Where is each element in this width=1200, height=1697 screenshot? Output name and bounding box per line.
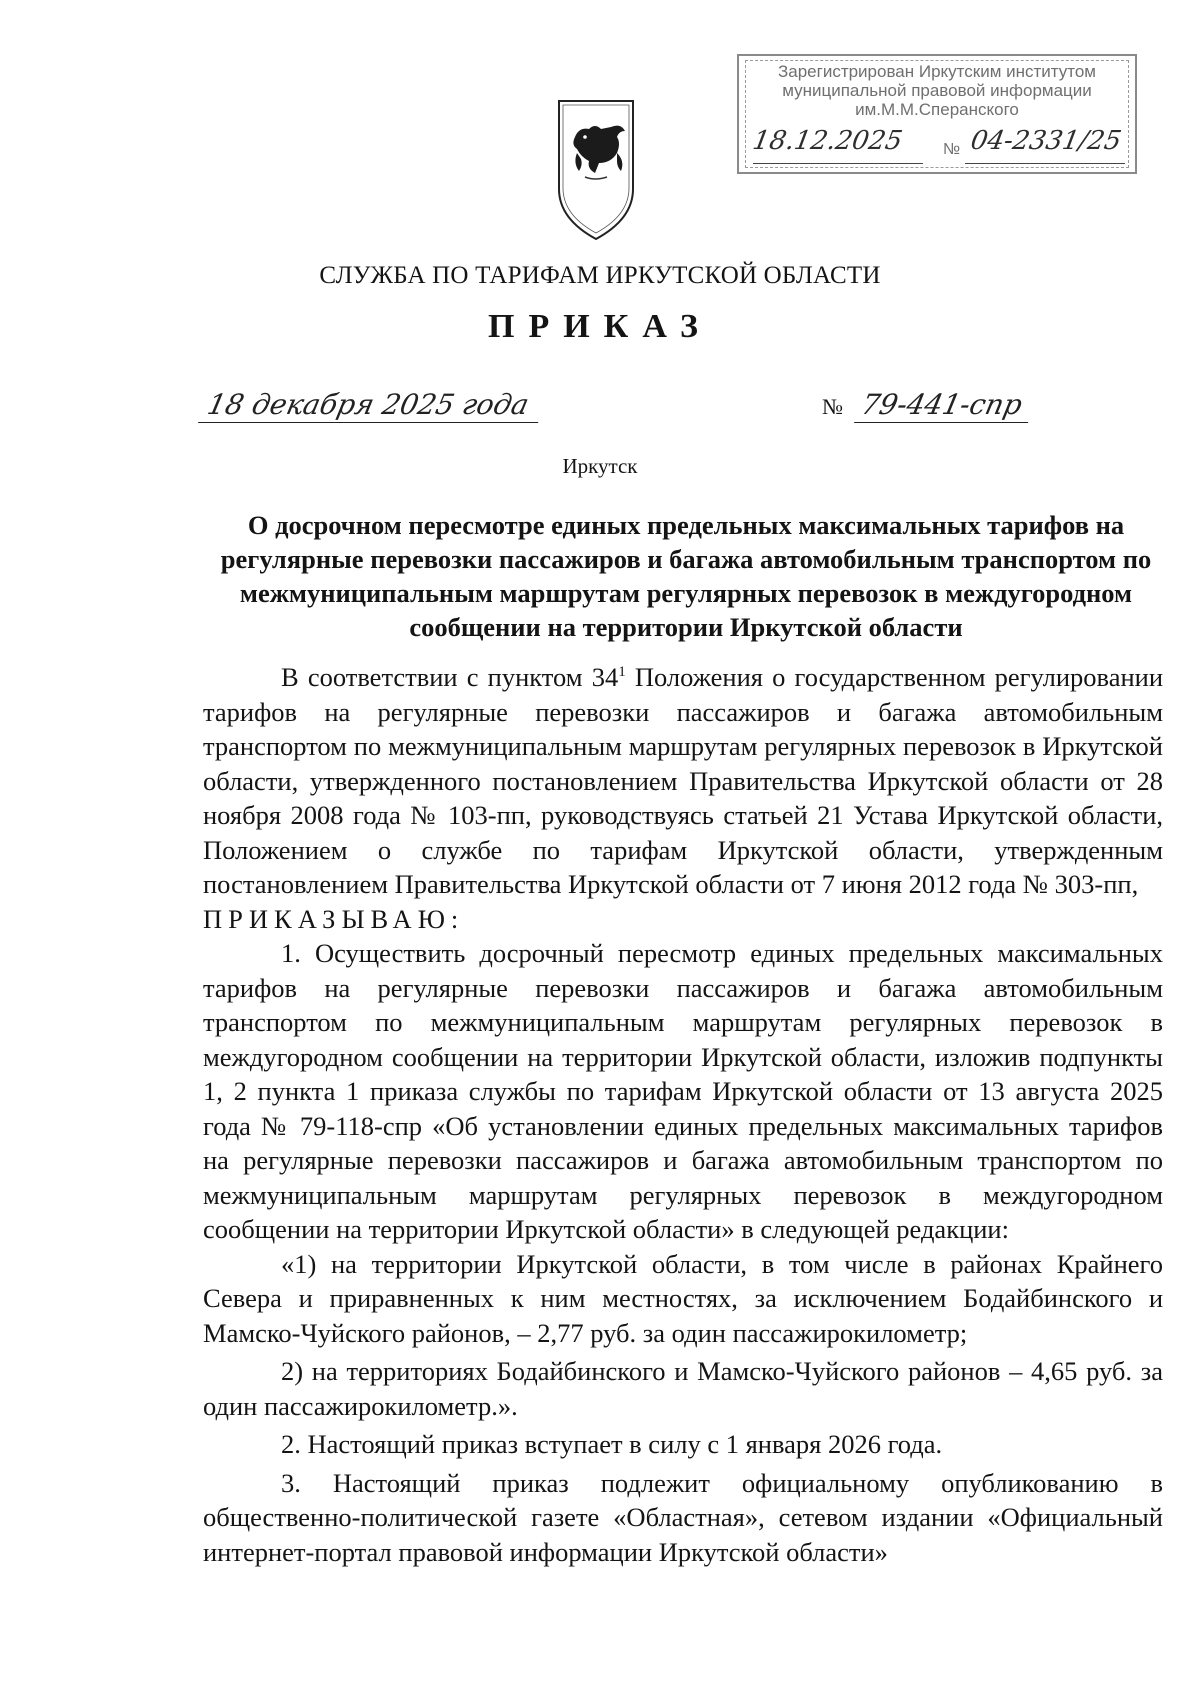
preamble-paragraph xyxy=(203,660,1163,902)
document-title: ПРИКАЗ xyxy=(488,308,712,345)
subitem-1-paragraph: «1) на территории Иркутской области, в том числе в районах Крайнего Севера и приравненных к ним местностях, за исключением Бодайбинского и Мамско-Чуйского районов, – 2,77 руб. за один пассажирокилометр; xyxy=(203,1248,1163,1348)
agency-name: СЛУЖБА ПО ТАРИФАМ ИРКУТСКОЙ ОБЛАСТИ xyxy=(319,262,881,289)
order-number-handwritten xyxy=(858,388,1025,421)
order-date-text: 18 декабря 2025 года xyxy=(204,388,532,421)
stamp-date-underline xyxy=(753,163,923,164)
item-3-paragraph: 3. Настоящий приказ подлежит официальному опубликованию в общественно-политической газете «Областная», сетевом издании «Официальный интернет-портал правовой информации Иркутской области» xyxy=(203,1467,1163,1567)
city-name: Иркутск xyxy=(562,454,638,478)
registration-stamp xyxy=(737,54,1137,174)
order-number-text: 79-441-спр xyxy=(858,388,1026,421)
preamble-start: В соответствии с пунктом 34 xyxy=(281,662,619,692)
item-2-paragraph: 2. Настоящий приказ вступает в силу с 1 января 2026 года. xyxy=(281,1429,943,1459)
order-heading: О досрочном пересмотре единых предельных максимальных тарифов на регулярные перевозки пассажиров и багажа автомобильным транспортом по межмуниципальным маршрутам регулярных перевозок в междугородном сообщении на территории Иркутской области xyxy=(220,510,1152,642)
stamp-date-handwritten: 18.12.2025 xyxy=(750,126,905,156)
item-1-paragraph: 1. Осуществить досрочный пересмотр единых предельных максимальных тарифов на регулярные перевозки пассажиров и багажа автомобильным транспортом по межмуниципальным маршрутам регулярных перевозок в междугородном сообщении на территории Иркутской области, изложив подпункты 1, 2 пункта 1 приказа службы по тарифам Иркутской области от 13 августа 2025 года № 79-118-спр «Об установлении единых предельных максимальных тарифов на регулярные перевозки пассажиров и багажа автомобильным транспортом по межмуниципальным маршрутам регулярных перевозок в междугородном сообщении на территории Иркутской области» в следующей редакции: xyxy=(203,938,1163,1244)
order-date-underline xyxy=(198,422,539,423)
stamp-number-underline xyxy=(965,163,1125,164)
order-date-handwritten xyxy=(204,388,531,421)
preamble-superscript: 1 xyxy=(618,664,626,681)
order-word: ПРИКАЗЫВАЮ: xyxy=(203,903,465,934)
stamp-line-3: им.М.М.Сперанского xyxy=(855,100,1019,119)
order-number-label: № xyxy=(822,394,843,419)
preamble-rest: Положения о государственном регулировании тарифов на регулярные перевозки пассажиров и багажа автомобильным транспортом по межмуниципальным маршрутам регулярных перевозок в Иркутской области, утвержденного постановлением Правительства Иркутской области от 28 ноября 2008 года № 103-пп, руководствуясь статьей 21 Устава Иркутской области, Положением о службе по тарифам Иркутской области, утвержденным постановлением Правительства Иркутской области от 7 июня 2012 года № 303-пп, xyxy=(203,662,1164,899)
stamp-line-2: муниципальной правовой информации xyxy=(782,81,1092,100)
subitem-2-paragraph: 2) на территориях Бодайбинского и Мамско-Чуйского районов – 4,65 руб. за один пассажирокилометр.». xyxy=(203,1356,1163,1421)
stamp-number-handwritten: 04-2331/25 xyxy=(968,126,1124,156)
stamp-number-label: № xyxy=(943,141,961,158)
coat-of-arms-emblem xyxy=(555,97,637,243)
order-body xyxy=(203,660,1163,1569)
stamp-handwritten-row xyxy=(750,126,1125,166)
stamp-line-1: Зарегистрирован Иркутским институтом xyxy=(777,62,1096,81)
order-number-underline xyxy=(854,422,1028,423)
